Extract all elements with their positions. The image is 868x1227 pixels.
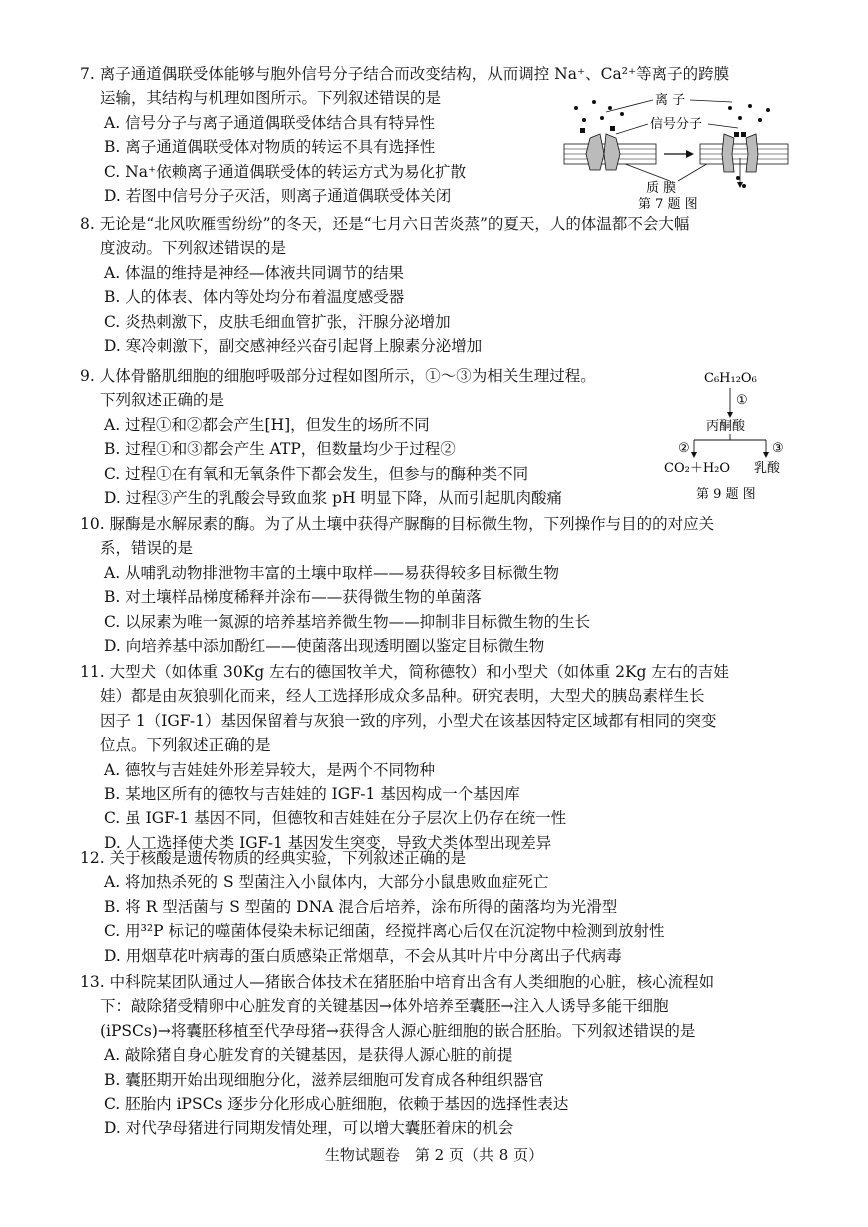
signal-molecules-left	[580, 126, 615, 133]
question-13	[80, 970, 796, 1141]
leader-line	[616, 124, 648, 134]
option-c: C. 用³²P 标记的噬菌体侵染未标记细菌，经搅拌离心后仅在沉淀物中检测到放射性	[104, 922, 665, 941]
closed-channel	[586, 134, 620, 170]
question-stem-line: 7. 离子通道偶联受体能够与胞外信号分子结合而改变结构，从而调控 Na⁺、Ca²⁺等离子的跨膜	[80, 65, 730, 83]
pyruvate-label: 丙酮酸	[706, 419, 746, 434]
leader-line	[620, 162, 670, 181]
question-stem-line: 8. 无论是“北风吹雁雪纷纷”的冬天，还是“七月六日苦炎蒸”的夏天，人的体温都不会大幅	[80, 215, 690, 233]
question-stem-line: 下列叙述正确的是	[100, 391, 225, 410]
ions-left	[574, 100, 624, 122]
leader-line	[606, 100, 653, 112]
arrow-head	[686, 150, 694, 158]
option-a: A. 从哺乳动物排泄物丰富的土壤中取样——易获得较多目标微生物	[104, 563, 560, 582]
question-stem-line: 9. 人体骨骼肌细胞的细胞呼吸部分过程如图所示，①～③为相关生理过程。	[80, 367, 596, 385]
label-ion: 离 子	[655, 93, 686, 108]
question-stem-line: 11. 大型犬（如体重 30Kg 左右的德国牧羊犬，简称德牧）和小型犬（如体重 2Kg 左右的吉娃	[80, 663, 729, 681]
option-c: C. 炎热刺激下，皮肤毛细血管扩张，汗腺分泌增加	[104, 312, 451, 331]
membrane-right	[700, 144, 788, 164]
co2-water-label: CO₂＋H₂O	[664, 461, 731, 476]
question-stem-line: 10. 脲酶是水解尿素的酶。为了从土壤中获得产脲酶的目标微生物，下列操作与目的的对应关	[80, 515, 715, 533]
option-c: C. 以尿素为唯一氮源的培养基培养微生物——抑制非目标微生物的生长	[104, 612, 591, 631]
question-11	[80, 660, 796, 855]
option-c: C. 过程①在有氧和无氧条件下都会发生，但参与的酶种类不同	[104, 464, 529, 483]
page-footer: 生物试题卷 第 2 页（共 8 页）	[324, 1146, 544, 1164]
question-stem-line: 13. 中科院某团队通过人—猪嵌合体技术在猪胚胎中培育出含有人类细胞的心脏，核心流程如	[80, 973, 715, 991]
option-d: D. 寒冷刺激下，副交感神经兴奋引起肾上腺素分泌增加	[104, 337, 483, 356]
option-a: A. 德牧与吉娃娃外形差异较大，是两个不同物种	[104, 760, 436, 779]
question-stem-line: 下：敲除猪受精卵中心脏发育的关键基因→体外培养至囊胚→注入人诱导多能干细胞	[100, 997, 669, 1016]
label-membrane: 质 膜	[646, 181, 677, 196]
option-d: D. 若图中信号分子灭活，则离子通道偶联受体关闭	[104, 187, 452, 206]
question-8	[80, 212, 796, 358]
figure-7-caption: 第 7 题 图	[638, 197, 698, 212]
figure-7-ion-channel-diagram	[560, 88, 790, 212]
question-stem-line: 位点。下列叙述正确的是	[100, 736, 271, 755]
question-stem-line: 系，错误的是	[100, 539, 194, 558]
option-a: A. 过程①和②都会产生[H]，但发生的场所不同	[104, 415, 430, 434]
option-d: D. 用烟草花叶病毒的蛋白质感染正常烟草，不会从其叶片中分离出子代病毒	[104, 946, 622, 965]
leader-line	[690, 100, 732, 102]
option-b: B. 对土壤样品梯度稀释并涂布——获得微生物的单菌落	[104, 588, 482, 607]
option-a: A. 信号分子与离子通道偶联受体结合具有特异性	[104, 113, 436, 132]
figure-9-respiration-diagram	[654, 368, 794, 508]
question-stem-line: 12. 关于核酸是遗传物质的经典实验，下列叙述正确的是	[80, 849, 467, 867]
arrow-head	[727, 412, 733, 418]
option-b: B. 离子通道偶联受体对物质的转运不具有选择性	[104, 138, 436, 157]
option-b: B. 人的体表、体内等处均分布着温度感受器	[104, 288, 405, 307]
arrow-head	[691, 452, 697, 458]
option-d: D. 向培养基中添加酚红——使菌落出现透明圈以鉴定目标微生物	[104, 637, 545, 656]
option-d: D. 过程③产生的乳酸会导致血浆 pH 明显下降，从而引起肌肉酸痛	[104, 489, 563, 508]
question-stem-line: 因子 1（IGF-1）基因保留着与灰狼一致的序列，小型犬在该基因特定区域都有相同的突变	[100, 711, 717, 730]
question-stem-line: (iPSCs)→将囊胚移植至代孕母猪→获得含人源心脏细胞的嵌合胚胎。下列叙述错误的是	[100, 1021, 696, 1040]
glucose-label: C₆H₁₂O₆	[704, 371, 757, 386]
question-12	[80, 846, 796, 968]
step-1-label: ①	[736, 393, 748, 408]
option-b: B. 将 R 型活菌与 S 型菌的 DNA 混合后培养，涂布所得的菌落均为光滑型	[104, 897, 618, 916]
option-c: C. 虽 IGF-1 基因不同，但德牧和吉娃娃在分子层次上仍存在统一性	[104, 809, 567, 828]
option-a: A. 体温的维持是神经—体液共同调节的结果	[104, 263, 405, 282]
option-c: C. Na⁺依赖离子通道偶联受体的转运方式为易化扩散	[104, 162, 467, 181]
question-stem-line: 运输，其结构与机理如图所示。下列叙述错误的是	[100, 89, 442, 108]
step-2-label: ②	[678, 441, 690, 456]
arrow-head	[737, 182, 743, 188]
option-a: A. 将加热杀死的 S 型菌注入小鼠体内，大部分小鼠患败血症死亡	[104, 873, 549, 892]
option-a: A. 敲除猪自身心脏发育的关键基因，是获得人源心脏的前提	[104, 1046, 513, 1065]
lactate-label: 乳酸	[754, 461, 781, 476]
option-c: C. 胚胎内 iPSCs 逐步分化形成心脏细胞，依赖于基因的选择性表达	[104, 1095, 569, 1114]
option-b: B. 过程①和③都会产生 ATP，但数量均少于过程②	[104, 440, 456, 459]
option-d: D. 对代孕母猪进行同期发情处理，可以增大囊胚着床的机会	[104, 1119, 514, 1138]
label-signal-molecule: 信号分子	[650, 117, 703, 132]
leader-line	[678, 162, 710, 181]
option-b: B. 某地区所有的德牧与吉娃娃的 IGF-1 基因构成一个基因库	[104, 785, 520, 804]
step-3-label: ③	[772, 441, 784, 456]
leader-line	[708, 124, 738, 128]
arrow-head	[763, 452, 769, 458]
question-stem-line: 度波动。下列叙述错误的是	[100, 239, 287, 258]
question-stem-line: 娃）都是由灰狼驯化而来，经人工选择形成众多品种。研究表明，大型犬的胰岛素样生长	[100, 687, 705, 706]
option-d: D. 人工选择使犬类 IGF-1 基因发生突变，导致犬类体型出现差异	[104, 833, 552, 852]
figure-9-caption: 第 9 题 图	[696, 487, 756, 502]
question-10	[80, 512, 796, 658]
option-b: B. 囊胚期开始出现细胞分化，滋养层细胞可发育成各种组织器官	[104, 1070, 544, 1089]
